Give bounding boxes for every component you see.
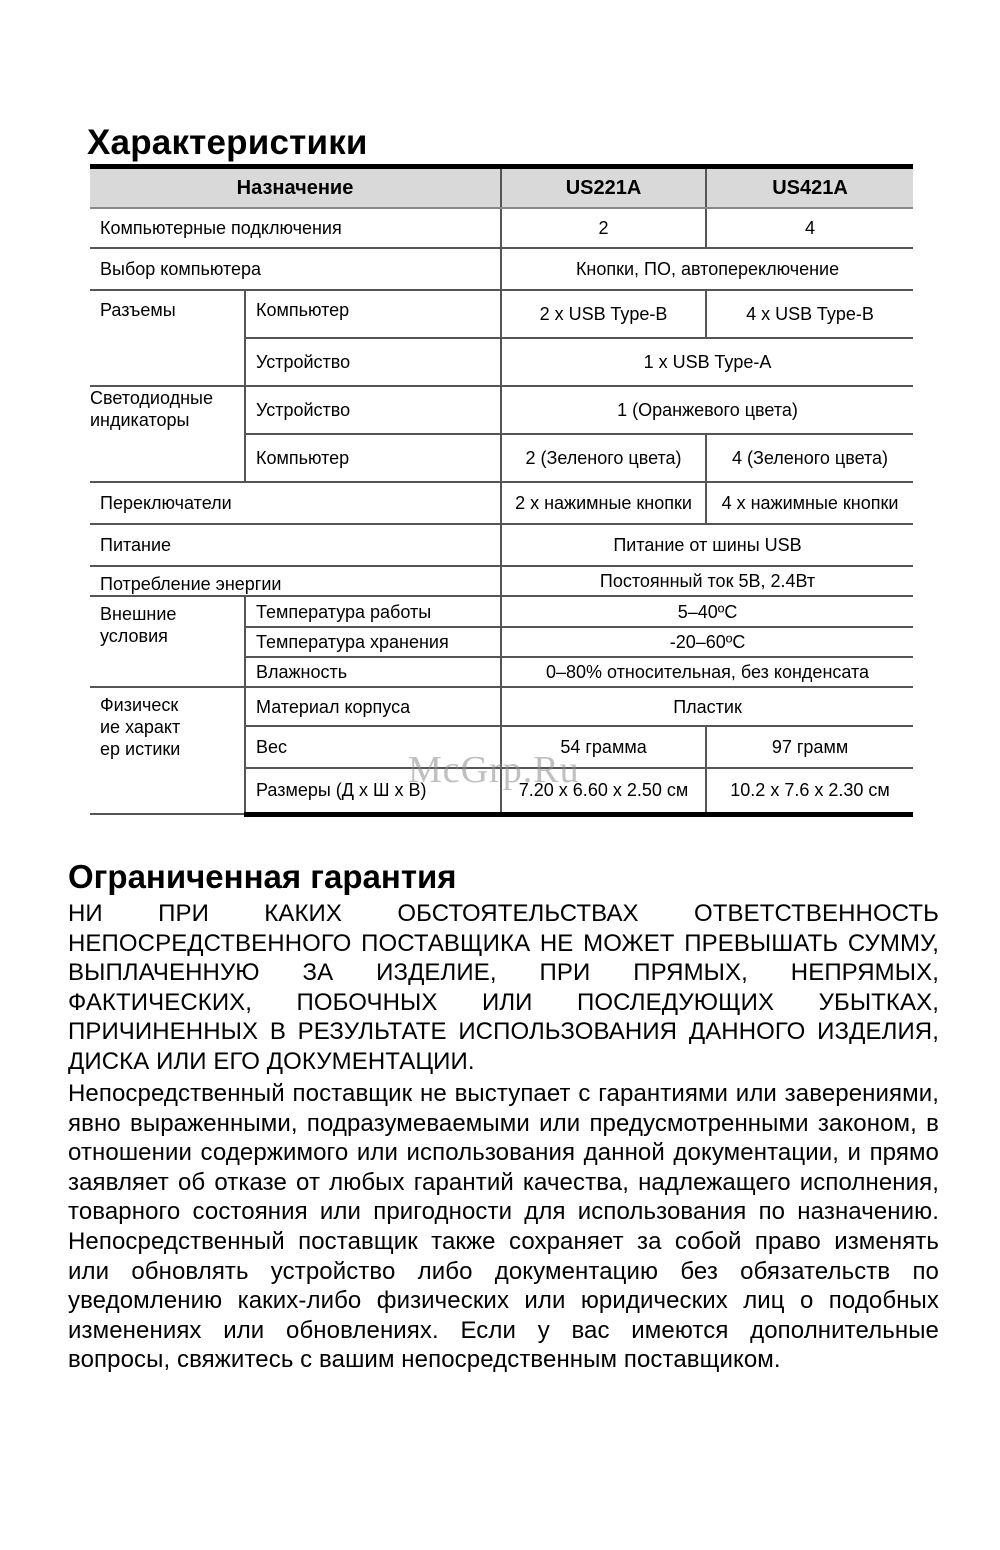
cell-value: 7.20 x 6.60 x 2.50 см [501, 768, 706, 814]
row-label: Разъемы [90, 290, 245, 386]
cell-value: 2 [501, 208, 706, 248]
sub-label: Компьютер [245, 290, 501, 338]
header-purpose: Назначение [90, 167, 501, 209]
cell-value: 2 x нажимные кнопки [501, 482, 706, 524]
warranty-title: Ограниченная гарантия [68, 858, 457, 895]
header-us221a: US221A [501, 167, 706, 209]
table-row [90, 386, 913, 434]
row-label: Светодиодные индикаторы [90, 386, 245, 482]
cell-value: Кнопки, ПО, автопереключение [501, 248, 913, 290]
table-row [90, 290, 913, 338]
spec-title: Характеристики [87, 123, 368, 162]
cell-value: 4 x нажимные кнопки [706, 482, 913, 524]
cell-value: -20–60ºC [501, 627, 913, 657]
cell-value: 5–40ºC [501, 596, 913, 627]
sub-label: Материал корпуса [245, 687, 501, 726]
sub-label: Размеры (Д x Ш x В) [245, 768, 501, 814]
cell-value: 2 (Зеленого цвета) [501, 434, 706, 482]
cell-value: 1 x USB Type-A [501, 338, 913, 386]
table-row [90, 566, 913, 596]
row-label: Потребление энергии [90, 566, 501, 596]
row-label: Выбор компьютера [90, 248, 501, 290]
cell-value: 0–80% относительная, без конденсата [501, 657, 913, 687]
sub-label: Вес [245, 726, 501, 768]
cell-value: Питание от шины USB [501, 524, 913, 566]
sub-label: Температура работы [245, 596, 501, 627]
cell-value: 4 (Зеленого цвета) [706, 434, 913, 482]
row-label: Переключатели [90, 482, 501, 524]
header-us421a: US421A [706, 167, 913, 209]
row-label: Физическ ие характер истики [90, 687, 245, 814]
row-label: Питание [90, 524, 501, 566]
sub-label: Устройство [245, 338, 501, 386]
cell-value: 1 (Оранжевого цвета) [501, 386, 913, 434]
cell-value: 97 грамм [706, 726, 913, 768]
cell-value: 2 x USB Type-B [501, 290, 706, 338]
table-row [90, 524, 913, 566]
cell-value: Пластик [501, 687, 913, 726]
table-row [90, 687, 913, 726]
row-label: Компьютерные подключения [90, 208, 501, 248]
sub-label: Температура хранения [245, 627, 501, 657]
table-row [90, 482, 913, 524]
table-row [90, 248, 913, 290]
spec-table [90, 164, 913, 824]
cell-value: 10.2 x 7.6 x 2.30 см [706, 768, 913, 814]
sub-label: Устройство [245, 386, 501, 434]
sub-label: Компьютер [245, 434, 501, 482]
table-row [90, 596, 913, 627]
cell-value: Постоянный ток 5В, 2.4Вт [501, 566, 913, 596]
sub-label: Влажность [245, 657, 501, 687]
warranty-paragraph-2: Непосредственный поставщик не выступает с гарантиями или заверениями, явно выраженными, подразумеваемыми или предусмотренными законом, в отношении содержимого или использования данной документации, и прямо заявляет об отказе от любых гарантий качества, надлежащего исполнения, товарного состояния или пригодности для использования по назначению. Непосредственный поставщик также сохраняет за собой право изменять или обновлять устройство либо документацию без обязательств по уведомлению каких-либо физических или юридических лиц о подобных изменениях или обновлениях. Если у вас имеются дополнительные вопросы, свяжитесь с вашим непосредственным поставщиком. [68, 1080, 939, 1374]
cell-value: 54 грамма [501, 726, 706, 768]
table-row [90, 208, 913, 248]
cell-value: 4 x USB Type-B [706, 290, 913, 338]
warranty-paragraph-1: НИ ПРИ КАКИХ ОБСТОЯТЕЛЬСТВАХ ОТВЕТСТВЕННОСТЬ НЕПОСРЕДСТВЕННОГО ПОСТАВЩИКА НЕ МОЖЕТ ПРЕВЫШАТЬ СУММУ, ВЫПЛАЧЕННУЮ ЗА ИЗДЕЛИЕ, ПРИ ПРЯМЫХ, НЕПРЯМЫХ, ФАКТИЧЕСКИХ, ПОБОЧНЫХ ИЛИ ПОСЛЕДУЮЩИХ УБЫТКАХ, ПРИЧИНЕННЫХ В РЕЗУЛЬТАТЕ ИСПОЛЬЗОВАНИЯ ДАННОГО ИЗДЕЛИЯ, ДИСКА ИЛИ ЕГО ДОКУМЕНТАЦИИ. [68, 900, 939, 1075]
row-label: Внешние условия [90, 596, 245, 687]
watermark: McGrp.Ru [408, 749, 580, 791]
cell-value: 4 [706, 208, 913, 248]
